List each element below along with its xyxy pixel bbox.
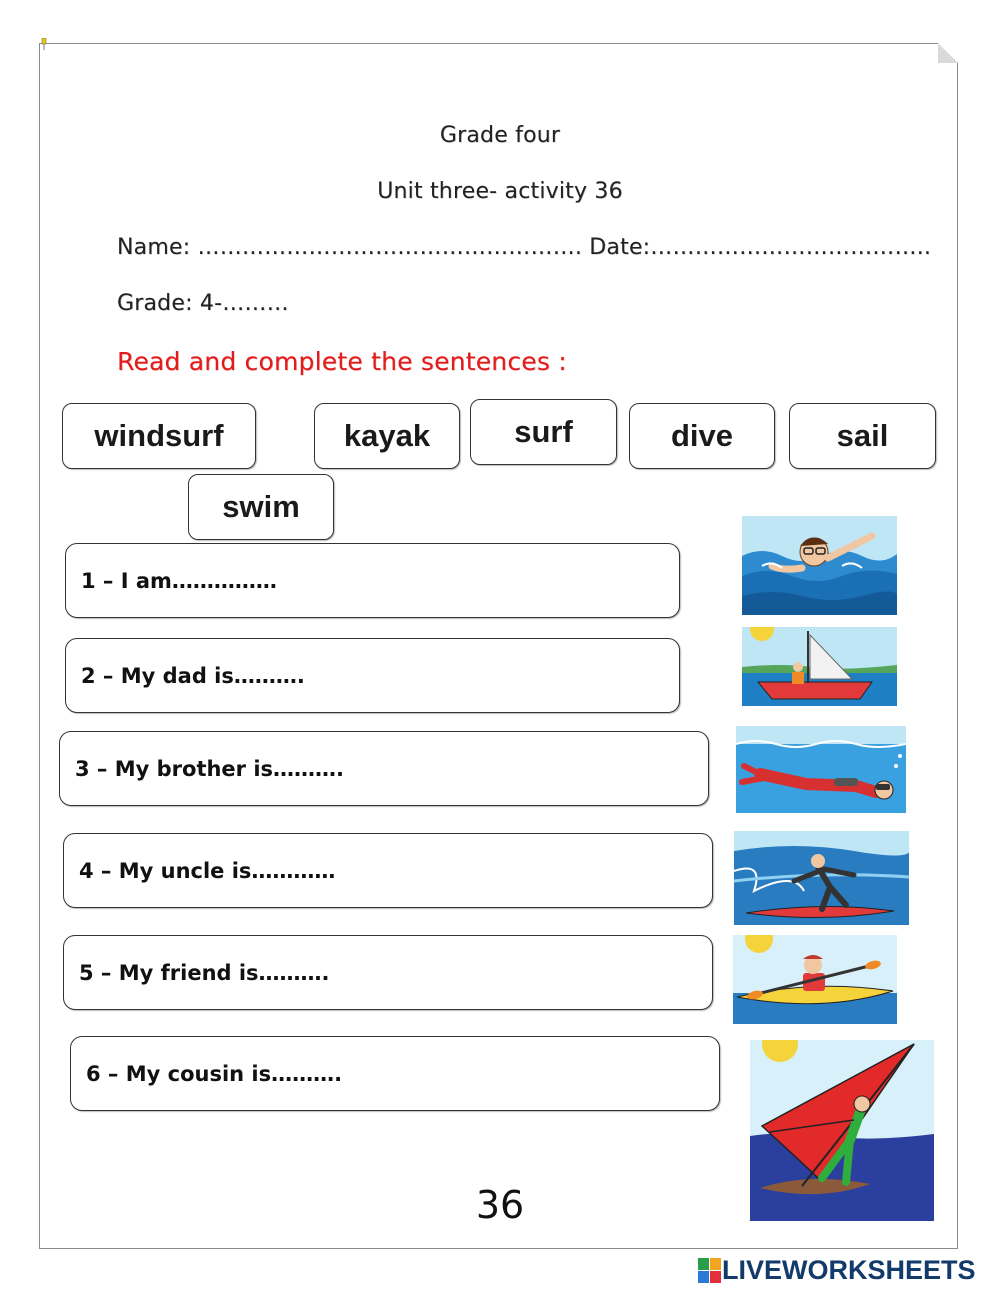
kayaker-image: [733, 935, 897, 1024]
sentence-text-1: 1 – I am……………: [81, 568, 277, 593]
sailboat-image: [742, 627, 897, 706]
liveworksheets-logo: [698, 1254, 976, 1286]
word-kayak[interactable]: kayak: [314, 403, 460, 469]
word-surf[interactable]: surf: [470, 399, 617, 465]
name-date-line: Name: ……………………………………………. Date:………………………………..: [117, 235, 932, 260]
sentence-text-3: 3 – My brother is……….: [75, 756, 345, 781]
diver-image: [736, 726, 906, 813]
sentence-text-4: 4 – My uncle is…………: [79, 858, 336, 883]
sentence-row-3[interactable]: [59, 731, 709, 806]
word-windsurf[interactable]: windsurf: [62, 403, 256, 469]
sentence-row-4[interactable]: [63, 833, 713, 908]
worksheet-subtitle: Unit three- activity 36: [377, 179, 623, 204]
worksheet-title: Grade four: [439, 123, 561, 148]
page-corner-fold: [938, 43, 958, 63]
instruction-text: Read and complete the sentences :: [117, 347, 567, 376]
word-dive[interactable]: dive: [629, 403, 775, 469]
swimmer-image: [742, 516, 897, 615]
pin-icon: [40, 38, 48, 50]
sentence-row-5[interactable]: [63, 935, 713, 1010]
word-sail[interactable]: sail: [789, 403, 936, 469]
brand-text: LIVEWORKSHEETS: [722, 1254, 976, 1285]
sentence-text-6: 6 – My cousin is……….: [86, 1061, 343, 1086]
sentence-row-2[interactable]: [65, 638, 680, 713]
word-swim[interactable]: swim: [188, 474, 334, 540]
liveworksheets-icon: [698, 1258, 720, 1282]
sentence-row-6[interactable]: [70, 1036, 720, 1111]
sentence-text-5: 5 – My friend is……….: [79, 960, 330, 985]
sentence-text-2: 2 – My dad is……….: [81, 663, 305, 688]
page-number: 36: [475, 1183, 525, 1227]
surfer-image: [734, 831, 909, 925]
sentence-row-1[interactable]: [65, 543, 680, 618]
grade-line: Grade: 4-………: [117, 291, 289, 316]
